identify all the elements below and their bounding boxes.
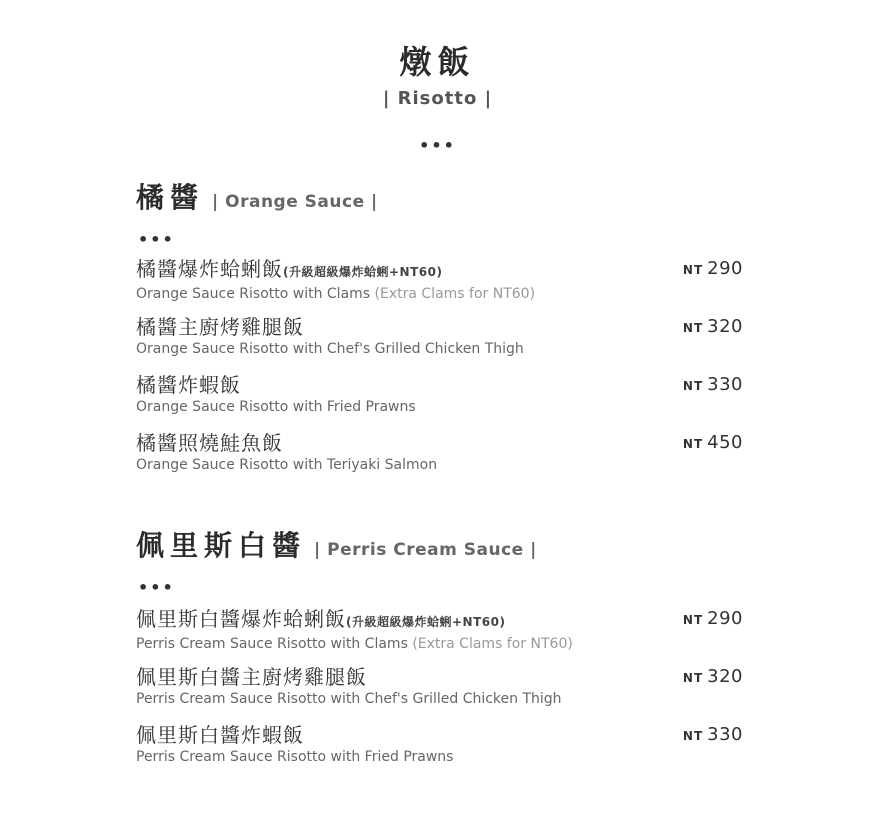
item-name-cn: 橘醬炸蝦飯	[136, 373, 241, 397]
menu-item	[136, 256, 743, 304]
item-price: NT 320	[682, 666, 743, 687]
item-name-en: Orange Sauce Risotto with Clams (Extra Clams for NT60)	[136, 286, 536, 302]
item-name-en: Orange Sauce Risotto with Teriyaki Salmon	[136, 457, 438, 473]
item-price: NT 450	[682, 432, 743, 453]
section-dots-divider: •••	[138, 230, 175, 249]
section-perris-cream-sauce	[136, 524, 756, 765]
item-name-cn: 橘醬爆炸蛤蜊飯(升級超級爆炸蛤蜊+NT60)	[136, 257, 443, 281]
item-name-en: Orange Sauce Risotto with Chef's Grilled Chicken Thigh	[136, 341, 524, 357]
page-header	[0, 42, 875, 109]
item-upgrade-note: (升級超級爆炸蛤蜊+NT60)	[346, 615, 506, 629]
item-price: NT 320	[682, 316, 743, 337]
item-name-cn: 佩里斯白醬爆炸蛤蜊飯(升級超級爆炸蛤蜊+NT60)	[136, 607, 506, 631]
section-orange-sauce	[136, 176, 756, 473]
item-price: NT 290	[682, 258, 743, 279]
section-title-en: | Orange Sauce |	[212, 192, 378, 212]
menu-item	[136, 430, 743, 478]
menu-item	[136, 314, 743, 362]
item-extra-note: (Extra Clams for NT60)	[374, 286, 536, 302]
section-title	[136, 524, 756, 564]
section-title-en: | Perris Cream Sauce |	[314, 540, 537, 560]
section-dots-divider: •••	[138, 578, 175, 597]
item-upgrade-note: (升級超級爆炸蛤蜊+NT60)	[283, 265, 443, 279]
item-name-cn: 佩里斯白醬炸蝦飯	[136, 723, 304, 747]
item-price: NT 330	[682, 374, 743, 395]
section-title-cn: 橘醬	[136, 181, 205, 214]
item-name-en: Perris Cream Sauce Risotto with Clams (Extra Clams for NT60)	[136, 636, 573, 652]
item-name-en: Perris Cream Sauce Risotto with Chef's Grilled Chicken Thigh	[136, 691, 562, 707]
page-subtitle: | Risotto |	[382, 88, 493, 109]
item-name-en: Orange Sauce Risotto with Fried Prawns	[136, 399, 416, 415]
section-title	[136, 176, 756, 216]
item-price: NT 330	[682, 724, 743, 745]
menu-item	[136, 606, 743, 654]
item-extra-note: (Extra Clams for NT60)	[412, 636, 573, 652]
header-dots-divider: •••	[419, 136, 456, 155]
menu-item	[136, 722, 743, 770]
item-name-cn: 橘醬主廚烤雞腿飯	[136, 315, 304, 339]
item-price: NT 290	[682, 608, 743, 629]
item-name-en: Perris Cream Sauce Risotto with Fried Prawns	[136, 749, 454, 765]
page-title: 燉飯	[399, 43, 476, 81]
item-name-cn: 橘醬照燒鮭魚飯	[136, 431, 283, 455]
menu-item	[136, 372, 743, 420]
item-name-cn: 佩里斯白醬主廚烤雞腿飯	[136, 665, 367, 689]
menu-item	[136, 664, 743, 712]
section-title-cn: 佩里斯白醬	[136, 529, 307, 562]
